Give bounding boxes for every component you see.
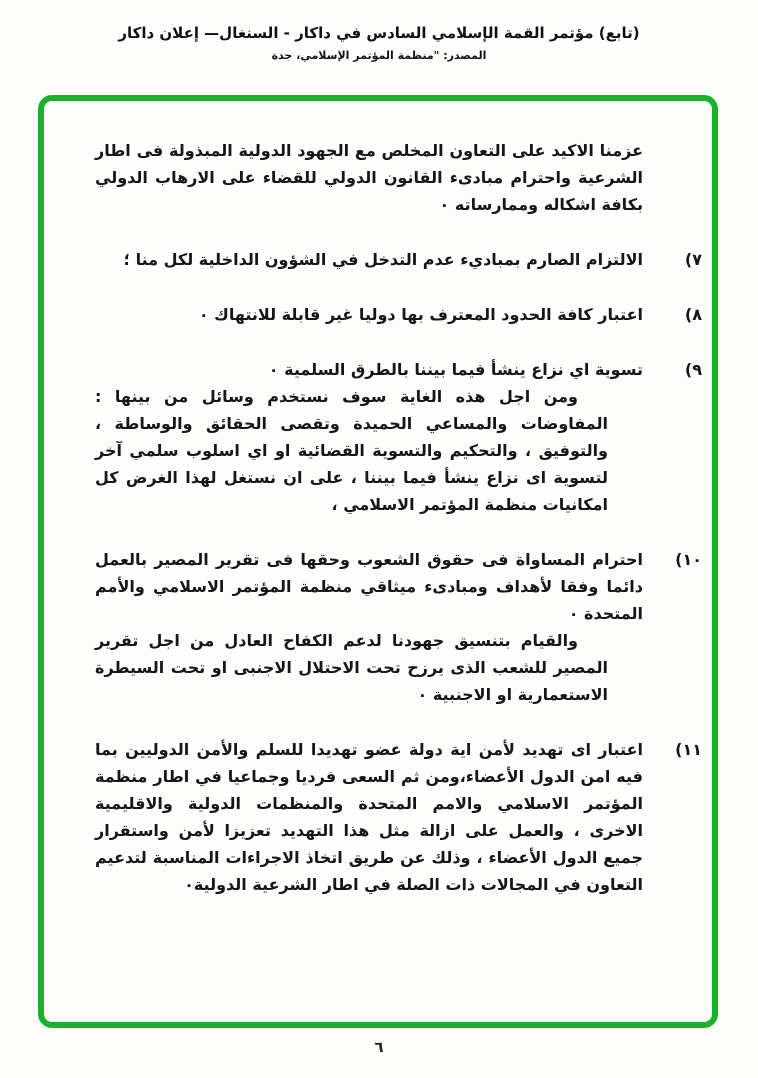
item-number: ٧) bbox=[684, 250, 702, 269]
item-text: اعتبار اى تهديد لأمن اية دولة عضو تهديدا للسلم والأمن الدوليين بما فيه امن الدول الأعضاء،ومن ثم السعى فرديا وجماعيا في اطار منظمة المؤتمر الاسلامي والامم المتحدة والمنظمات الدولية والاقليمية الاخرى ، والعمل على ازالة مثل هذا التهديد تعزيزا لأمن واستقرار جميع الدول الأعضاء ، وذلك عن طريق اتخاذ الاجراءات المناسبة لتدعيم التعاون في المجالات ذات الصلة في اطار الشرعية الدولية٠ bbox=[95, 740, 643, 894]
document-body bbox=[44, 101, 712, 898]
item-text: احترام المساواة فى حقوق الشعوب وحقها فى تقرير المصير بالعمل دائما وفقا لأهداف ومبادىء ميثاقي منظمة المؤتمر الاسلامي والأمم المتحدة ٠ bbox=[95, 550, 643, 623]
item-number: ٩) bbox=[684, 360, 702, 379]
body-paragraph-self-determination: والقيام بتنسيق جهودنا لدعم الكفاح العادل من اجل تقرير المصير للشعب الذى يرزح تحت الاحتلال الاجنبى او تحت السيطرة الاستعمارية او الاجنبية ٠ bbox=[95, 631, 608, 704]
item-number: ٨) bbox=[684, 305, 702, 324]
item-text: اعتبار كافة الحدود المعترف بها دوليا غير قابلة للانتهاك ٠ bbox=[198, 305, 643, 324]
body-paragraph-means: ومن اجل هذه الغاية سوف نستخدم وسائل من بينها : المفاوضات والمساعي الحميدة وتقصى الحقائق والوساطة ، والتوفيق ، والتحكيم والتسوية القضائية او اي اسلوب سلمي آخر لتسوية اى نزاع ينشأ فيما بيننا ، على ان نستغل لهذا الغرض كل امكانيات منظمة المؤتمر الاسلامي ، bbox=[95, 387, 608, 514]
item-number: ١١) bbox=[675, 740, 702, 759]
list-item-11 bbox=[95, 736, 702, 898]
list-item-9 bbox=[95, 356, 702, 383]
list-item-8 bbox=[95, 301, 702, 328]
page-header bbox=[0, 24, 758, 62]
document-source: المصدر: "منظمة المؤتمر الإسلامي، جدة bbox=[271, 49, 487, 62]
body-paragraph-terrorism: عزمنا الاكيد على التعاون المخلص مع الجهود الدولية المبذولة فى اطار الشرعية واحترام مبادىء القانون الدولي للقضاء على الارهاب الدولي بكافة اشكاله وممارساته ٠ bbox=[95, 141, 643, 214]
page-number: ٦ bbox=[374, 1038, 384, 1056]
item-text: تسوية اي نزاع ينشأ فيما بيننا بالطرق السلمية ٠ bbox=[268, 360, 643, 379]
list-item-7 bbox=[95, 246, 702, 273]
content-frame bbox=[38, 95, 718, 1028]
list-item-10 bbox=[95, 546, 702, 627]
item-text: الالتزام الصارم بمباديء عدم التدخل في الشؤون الداخلية لكل منا ؛ bbox=[123, 250, 643, 269]
item-number: ١٠) bbox=[675, 550, 702, 569]
document-title: (تابع) مؤتمر القمة الإسلامي السادس في داكار - السنغال— إعلان داكار bbox=[118, 24, 640, 42]
